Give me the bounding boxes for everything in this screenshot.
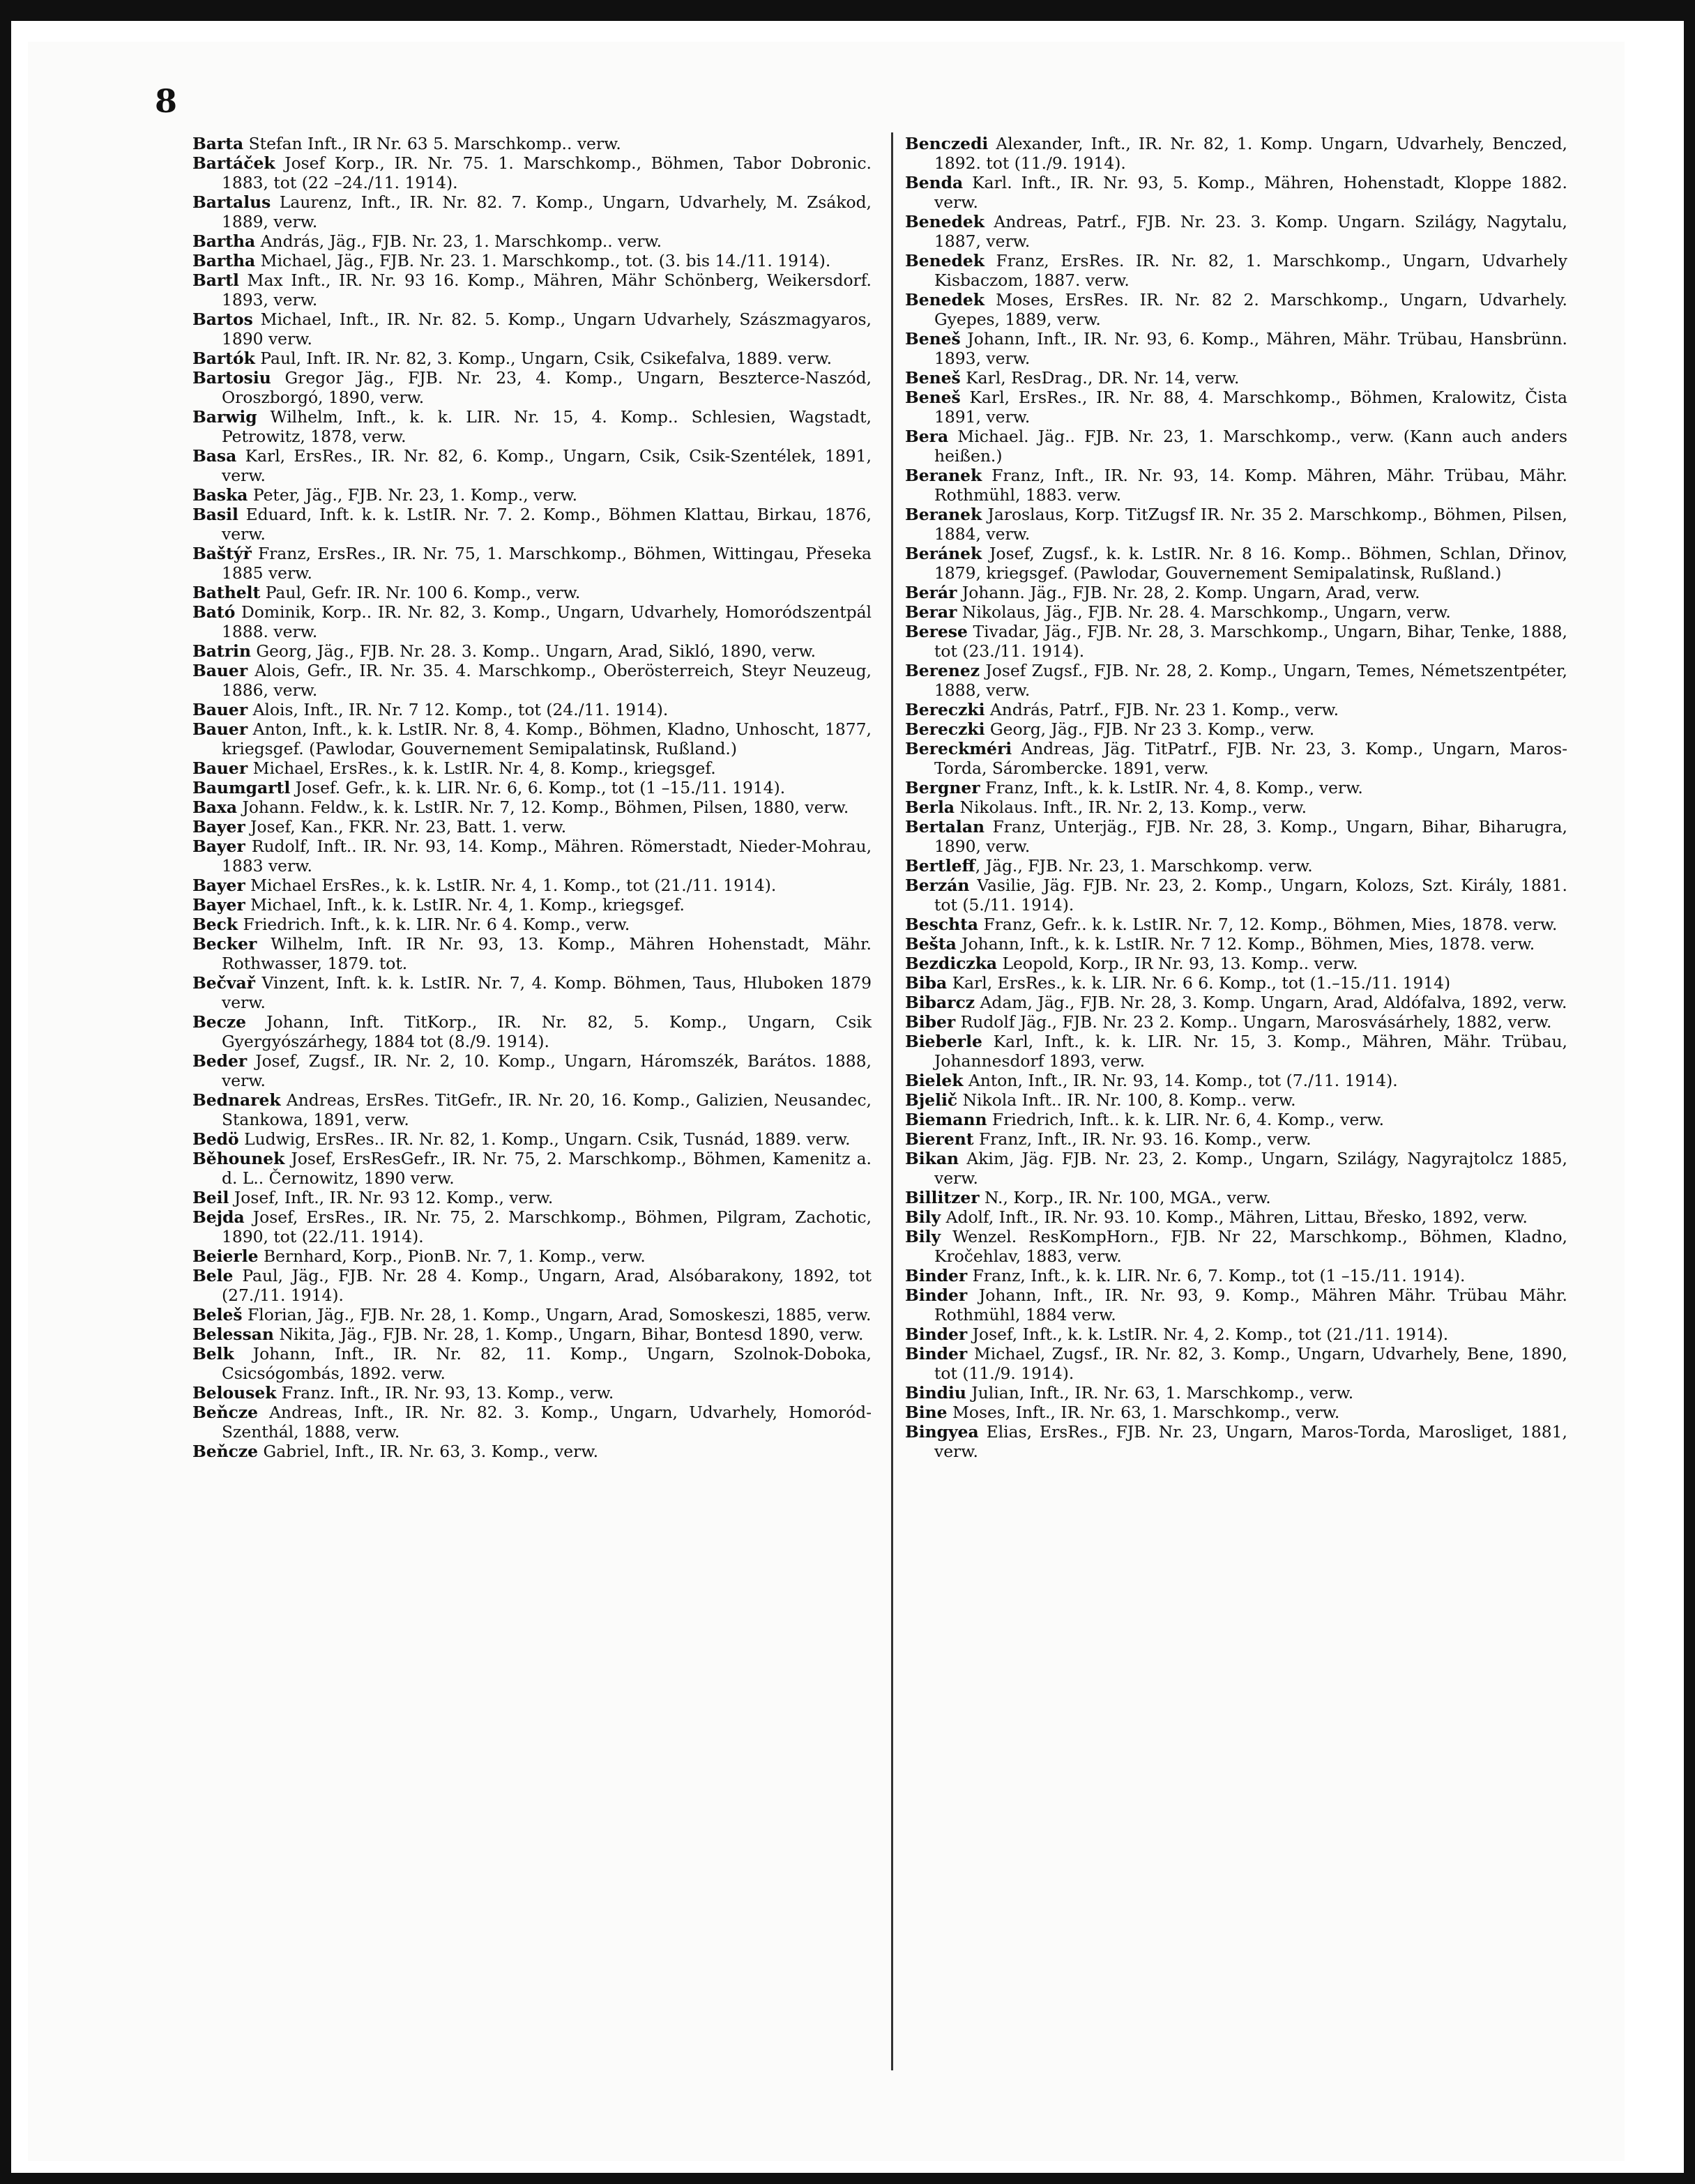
entry-surname: Bily [905,1227,941,1246]
entry-surname: Binder [905,1266,968,1285]
entry-details: Vinzent, Inft. k. k. LstIR. Nr. 7, 4. Komp. Böhmen, Taus, Hluboken 1879 verw. [222,973,872,1012]
list-entry [905,1090,1567,1110]
list-entry [905,817,1567,856]
entry-details: Franz. Inft., IR. Nr. 93, 13. Komp., verw. [276,1383,614,1403]
entry-details: Johann, Inft., k. k. LstIR. Nr. 7 12. Komp., Böhmen, Mies, 1878. verw. [956,934,1535,954]
entry-surname: Bartosiu [192,368,271,388]
list-entry [905,661,1567,700]
entry-surname: Bielek [905,1071,964,1090]
list-entry [905,934,1567,954]
entry-details: Michael, Inft., IR. Nr. 82. 5. Komp., Ungarn Udvarhely, Szászmagyaros, 1890 verw. [222,310,872,349]
entry-surname: Benedek [905,290,985,310]
entry-details: Karl, ErsRes., k. k. LIR. Nr. 6 6. Komp., tot (1.–15./11. 1914) [947,973,1451,993]
entry-details: Rudolf, Inft.. IR. Nr. 93, 14. Komp., Mähren. Römerstadt, Nieder-Mohrau, 1883 verw. [222,837,872,876]
entry-details: Michael ErsRes., k. k. LstIR. Nr. 4, 1. Komp., tot (21./11. 1914). [245,876,777,895]
entry-details: Karl, Inft., k. k. LIR. Nr. 15, 3. Komp., Mähren, Mähr. Trübau, Johannesdorf 1893, verw. [934,1032,1567,1071]
entry-surname: Bergner [905,778,980,797]
entry-details: Nikola Inft.. IR. Nr. 100, 8. Komp.. verw. [957,1090,1296,1110]
entry-details: Wenzel. ResKompHorn., FJB. Nr 22, Marschkomp., Böhmen, Kladno, Kročehlav, 1883, verw. [934,1227,1567,1266]
entry-details: Dominik, Korp.. IR. Nr. 82, 3. Komp., Ungarn, Udvarhely, Homoródszentpál 1888. verw. [222,602,872,641]
entry-details: Franz, Gefr.. k. k. LstIR. Nr. 7, 12. Komp., Böhmen, Mies, 1878. verw. [978,915,1558,934]
list-entry [192,934,872,973]
entry-surname: Billitzer [905,1188,980,1207]
list-entry [192,602,872,641]
list-entry [905,915,1567,934]
right-column [905,134,1567,1461]
entry-surname: Bereckméri [905,739,1012,758]
entry-surname: Bedö [192,1129,239,1149]
entry-details: Leopold, Korp., IR Nr. 93, 13. Komp.. verw. [997,954,1358,973]
list-entry [192,1266,872,1305]
entry-details: Ludwig, ErsRes.. IR. Nr. 82, 1. Komp., Ungarn. Csik, Tusnád, 1889. verw. [238,1129,851,1149]
entry-details: Andreas, ErsRes. TitGefr., IR. Nr. 20, 16. Komp., Galizien, Neusandec, Stankowa, 1891, verw. [222,1090,872,1129]
entry-details: Michael, Inft., k. k. LstIR. Nr. 4, 1. Komp., kriegsgef. [245,895,685,915]
list-entry [192,1051,872,1090]
entry-surname: Becze [192,1012,247,1032]
entry-surname: Bauer [192,719,248,739]
list-entry [905,797,1567,817]
entry-surname: Beranek [905,505,982,524]
entry-surname: Bató [192,602,236,622]
entry-surname: Bartha [192,231,256,251]
entry-surname: Berenez [905,661,980,680]
entry-details: Karl. Inft., IR. Nr. 93, 5. Komp., Mähren, Hohenstadt, Kloppe 1882. verw. [934,173,1567,212]
entry-details: Eduard, Inft. k. k. LstIR. Nr. 7. 2. Komp., Böhmen Klattau, Birkau, 1876, verw. [222,505,872,544]
entry-surname: Bibarcz [905,993,975,1012]
list-entry [192,368,872,407]
entry-details: Jaroslaus, Korp. TitZugsf IR. Nr. 35 2. Marschkomp., Böhmen, Pilsen, 1884, verw. [934,505,1567,544]
entry-details: Josef, Inft., IR. Nr. 93 12. Komp., verw. [229,1188,554,1207]
list-entry [192,134,872,153]
list-entry [905,329,1567,368]
entry-details: Wilhelm, Inft. IR Nr. 93, 13. Komp., Mähren Hohenstadt, Mähr. Rothwasser, 1879. tot. [222,934,872,973]
entry-details: Max Inft., IR. Nr. 93 16. Komp., Mähren, Mähr Schönberg, Weikersdorf. 1893, verw. [222,270,872,310]
entry-surname: Beleš [192,1305,243,1324]
entry-surname: Belousek [192,1383,277,1403]
list-entry [192,485,872,505]
entry-details: Alexander, Inft., IR. Nr. 82, 1. Komp. Ungarn, Udvarhely, Benczed, 1892. tot (11./9. 1914). [934,134,1567,173]
entry-details: Nikolaus, Jäg., FJB. Nr. 28. 4. Marschkomp., Ungarn, verw. [957,602,1451,622]
list-entry [192,719,872,758]
entry-surname: Bayer [192,876,245,895]
entry-surname: Beňcze [192,1403,259,1422]
entry-details: Franz, ErsRes., IR. Nr. 75, 1. Marschkomp., Böhmen, Wittingau, Přeseka 1885 verw. [222,544,872,583]
list-entry [192,1012,872,1051]
list-entry [905,876,1567,915]
list-entry [192,817,872,837]
list-entry [192,758,872,778]
entry-details: Peter, Jäg., FJB. Nr. 23, 1. Komp., verw. [248,485,578,505]
entry-surname: Binder [905,1324,968,1344]
entry-surname: Bartók [192,349,255,368]
entry-details: , Jäg., FJB. Nr. 23, 1. Marschkomp. verw. [975,856,1313,876]
entry-details: Johann. Jäg., FJB. Nr. 28, 2. Komp. Ungarn, Arad, verw. [957,583,1420,602]
entry-surname: Baxa [192,797,238,817]
entry-surname: Becker [192,934,257,954]
entry-details: András, Patrf., FJB. Nr. 23 1. Komp., verw. [985,700,1339,719]
entry-surname: Baumgartl [192,778,291,797]
list-entry [905,1227,1567,1266]
list-entry [192,641,872,661]
list-entry [905,1188,1567,1207]
list-entry [192,583,872,602]
entry-surname: Bayer [192,837,245,856]
entry-details: Franz, Inft., IR. Nr. 93, 14. Komp. Mähren, Mähr. Trübau, Mähr. Rothmühl, 1883. verw. [934,466,1567,505]
list-entry [192,1383,872,1403]
entry-surname: Basil [192,505,238,524]
entry-details: Johann, Inft., IR. Nr. 93, 9. Komp., Mähren Mähr. Trübau Mähr. Rothmühl, 1884 verw. [934,1285,1567,1324]
entry-surname: Beder [192,1051,248,1071]
entry-surname: Běhounek [192,1149,285,1168]
list-entry [905,622,1567,661]
list-entry [192,1246,872,1266]
entry-details: Stefan Inft., IR Nr. 63 5. Marschkomp.. verw. [243,134,621,153]
entry-surname: Bauer [192,661,248,680]
entry-details: Florian, Jäg., FJB. Nr. 28, 1. Komp., Ungarn, Arad, Somoskeszi, 1885, verw. [242,1305,872,1324]
entry-details: Karl, ResDrag., DR. Nr. 14, verw. [960,368,1240,388]
entry-surname: Bele [192,1266,234,1285]
list-entry [192,973,872,1012]
list-entry [192,446,872,485]
entry-surname: Biemann [905,1110,987,1129]
entry-details: Josef. Gefr., k. k. LIR. Nr. 6, 6. Komp., tot (1 –15./11. 1914). [290,778,786,797]
list-entry [905,1383,1567,1403]
list-entry [905,739,1567,778]
list-entry [192,349,872,368]
entry-details: Gregor Jäg., FJB. Nr. 23, 4. Komp., Ungarn, Beszterce-Naszód, Oroszborgó, 1890, verw. [222,368,872,407]
entry-details: Johann, Inft., IR. Nr. 82, 11. Komp., Ungarn, Szolnok-Doboka, Csicsógombás, 1892. verw. [222,1344,872,1383]
entry-surname: Bartha [192,251,256,270]
list-entry [905,1324,1567,1344]
list-entry [905,1032,1567,1071]
entry-surname: Beschta [905,915,979,934]
list-entry [192,1442,872,1461]
entry-surname: Benda [905,173,964,192]
entry-surname: Biber [905,1012,956,1032]
list-entry [192,505,872,544]
entry-surname: Belessan [192,1324,274,1344]
entry-details: Josef Korp., IR. Nr. 75. 1. Marschkomp., Böhmen, Tabor Dobronic. 1883, tot (22 –24./11. 1914). [222,153,872,192]
list-entry [905,719,1567,739]
entry-surname: Bjelič [905,1090,958,1110]
entry-details: Nikita, Jäg., FJB. Nr. 28, 1. Komp., Ungarn, Bihar, Bontesd 1890, verw. [273,1324,864,1344]
entry-details: Paul, Jäg., FJB. Nr. 28 4. Komp., Ungarn, Arad, Alsóbarakony, 1892, tot (27./11. 1914). [222,1266,872,1305]
entry-surname: Bertleff [905,856,975,876]
entry-surname: Bezdiczka [905,954,998,973]
entry-details: Anton, Inft., k. k. LstIR. Nr. 8, 4. Komp., Böhmen, Kladno, Unhoscht, 1877, kriegsgef. (Pawlodar, Gouvernement Semipalatinsk, Rußland.) [222,719,872,758]
entry-details: Andreas, Patrf., FJB. Nr. 23. 3. Komp. Ungarn. Szilágy, Nagytalu, 1887, verw. [934,212,1567,251]
entry-surname: Bartos [192,310,253,329]
entry-details: Rudolf Jäg., FJB. Nr. 23 2. Komp.. Ungarn, Marosvásárhely, 1882, verw. [955,1012,1552,1032]
list-entry [192,231,872,251]
entry-details: Michael, ErsRes., k. k. LstIR. Nr. 4, 8. Komp., kriegsgef. [248,758,716,778]
entry-surname: Berzán [905,876,970,895]
entry-details: Johann, Inft., IR. Nr. 93, 6. Komp., Mähren, Mähr. Trübau, Hansbrünn. 1893, verw. [934,329,1567,368]
list-entry [192,1090,872,1129]
entry-surname: Bečvař [192,973,255,993]
entry-details: András, Jäg., FJB. Nr. 23, 1. Marschkomp.. verw. [255,231,662,251]
list-entry [192,915,872,934]
entry-details: Michael, Jäg., FJB. Nr. 23. 1. Marschkomp., tot. (3. bis 14./11. 1914). [255,251,831,270]
entry-details: Josef, Kan., FKR. Nr. 23, Batt. 1. verw. [245,817,567,837]
entry-details: Julian, Inft., IR. Nr. 63, 1. Marschkomp., verw. [966,1383,1354,1403]
entry-details: Josef, Zugsf., k. k. LstIR. Nr. 8 16. Komp.. Böhmen, Schlan, Dřinov, 1879, kriegsgef. (Pawlodar, Gouvernement Semipalatinsk, Rußland.) [934,544,1567,583]
list-entry [905,602,1567,622]
entry-surname: Bine [905,1403,948,1422]
entry-surname: Berár [905,583,957,602]
entry-details: Friedrich. Inft., k. k. LIR. Nr. 6 4. Komp., verw. [238,915,630,934]
entry-details: Paul, Inft. IR. Nr. 82, 3. Komp., Ungarn, Csik, Csikefalva, 1889. verw. [254,349,833,368]
list-entry [905,1110,1567,1129]
entry-surname: Batrin [192,641,251,661]
list-entry [905,173,1567,212]
entry-surname: Bartl [192,270,239,290]
entry-details: Georg, Jäg., FJB. Nr. 28. 3. Komp.. Ungarn, Arad, Sikló, 1890, verw. [250,641,816,661]
list-entry [192,1324,872,1344]
entry-details: Moses, Inft., IR. Nr. 63, 1. Marschkomp., verw. [947,1403,1340,1422]
list-entry [192,192,872,231]
entry-details: Michael. Jäg.. FJB. Nr. 23, 1. Marschkomp., verw. (Kann auch anders heißen.) [934,427,1567,466]
list-entry [905,1344,1567,1383]
list-entry [905,290,1567,329]
entry-details: Bernhard, Korp., PionB. Nr. 7, 1. Komp., verw. [258,1246,646,1266]
entry-surname: Beneš [905,329,961,349]
entry-surname: Binder [905,1344,968,1364]
entry-surname: Beňcze [192,1442,259,1461]
entry-details: Franz, Inft., k. k. LIR. Nr. 6, 7. Komp., tot (1 –15./11. 1914). [967,1266,1466,1285]
entry-details: Akim, Jäg. FJB. Nr. 23, 2. Komp., Ungarn, Szilágy, Nagyrajtolcz 1885, verw. [934,1149,1567,1188]
entry-surname: Berar [905,602,957,622]
entry-surname: Barta [192,134,244,153]
entry-surname: Berla [905,797,955,817]
entry-surname: Biba [905,973,948,993]
entry-details: Johann. Feldw., k. k. LstIR. Nr. 7, 12. Komp., Böhmen, Pilsen, 1880, verw. [237,797,849,817]
entry-details: Anton, Inft., IR. Nr. 93, 14. Komp., tot (7./11. 1914). [963,1071,1398,1090]
entry-details: Franz, Inft., IR. Nr. 93. 16. Komp., verw. [973,1129,1312,1149]
entry-details: Josef, Inft., k. k. LstIR. Nr. 4, 2. Komp., tot (21./11. 1914). [967,1324,1449,1344]
list-entry [905,700,1567,719]
entry-surname: Bayer [192,895,245,915]
list-entry [192,1403,872,1442]
entry-details: Gabriel, Inft., IR. Nr. 63, 3. Komp., verw. [258,1442,599,1461]
list-entry [905,1207,1567,1227]
entry-surname: Bayer [192,817,245,837]
list-entry [905,1129,1567,1149]
entry-surname: Beranek [905,466,982,485]
entry-details: Friedrich, Inft.. k. k. LIR. Nr. 6, 4. Komp., verw. [987,1110,1385,1129]
list-entry [905,1012,1567,1032]
entry-details: Johann, Inft. TitKorp., IR. Nr. 82, 5. Komp., Ungarn, Csik Gyergyószárhegy, 1884 tot (8./9. 1914). [222,1012,872,1051]
list-entry [905,466,1567,505]
entry-details: Wilhelm, Inft., k. k. LIR. Nr. 15, 4. Komp.. Schlesien, Wagstadt, Petrowitz, 1878, verw. [222,407,872,446]
list-entry [905,778,1567,797]
column-divider [891,132,893,2070]
entry-surname: Bartáček [192,153,275,173]
entry-details: Tivadar, Jäg., FJB. Nr. 28, 3. Marschkomp., Ungarn, Bihar, Tenke, 1888, tot (23./11. 1914). [934,622,1567,661]
entry-surname: Bartalus [192,192,271,212]
list-entry [192,153,872,192]
entry-details: Nikolaus. Inft., IR. Nr. 2, 13. Komp., verw. [955,797,1307,817]
list-entry [192,310,872,349]
list-entry [905,954,1567,973]
list-entry [905,856,1567,876]
entry-surname: Bingyea [905,1422,979,1442]
list-entry [905,427,1567,466]
list-entry [905,1285,1567,1324]
entry-surname: Bejda [192,1207,245,1227]
entry-details: Paul, Gefr. IR. Nr. 100 6. Komp., verw. [260,583,581,602]
entry-surname: Bereczki [905,700,985,719]
list-entry [905,212,1567,251]
list-entry [905,1403,1567,1422]
list-entry [905,993,1567,1012]
list-entry [192,1305,872,1324]
entry-surname: Beneš [905,368,961,388]
entry-details: Alois, Gefr., IR. Nr. 35. 4. Marschkomp., Oberösterreich, Steyr Neuzeug, 1886, verw. [222,661,872,700]
list-entry [192,837,872,876]
page-number: 8 [155,82,178,120]
entry-details: Laurenz, Inft., IR. Nr. 82. 7. Komp., Ungarn, Udvarhely, M. Zsákod, 1889, verw. [222,192,872,231]
list-entry [192,1129,872,1149]
entry-surname: Baska [192,485,248,505]
list-entry [192,270,872,310]
list-entry [192,251,872,270]
list-entry [905,583,1567,602]
entry-surname: Bauer [192,700,248,719]
entry-details: Andreas, Inft., IR. Nr. 82. 3. Komp., Ungarn, Udvarhely, Homoród-Szenthál, 1888, verw. [222,1403,872,1442]
entry-surname: Beneš [905,388,961,407]
entry-surname: Bieberle [905,1032,982,1051]
list-entry [192,797,872,817]
entry-surname: Beck [192,915,238,934]
list-entry [905,973,1567,993]
entry-details: Josef, Zugsf., IR. Nr. 2, 10. Komp., Ungarn, Háromszék, Barátos. 1888, verw. [222,1051,872,1090]
list-entry [905,1266,1567,1285]
entry-surname: Benedek [905,251,985,270]
entry-details: N., Korp., IR. Nr. 100, MGA., verw. [979,1188,1271,1207]
entry-surname: Baštýř [192,544,252,563]
list-entry [192,1344,872,1383]
entry-details: Vasilie, Jäg. FJB. Nr. 23, 2. Komp., Ungarn, Kolozs, Szt. Király, 1881. tot (5./11. 1914). [934,876,1567,915]
list-entry [192,661,872,700]
entry-details: Andreas, Jäg. TitPatrf., FJB. Nr. 23, 3. Komp., Ungarn, Maros-Torda, Sárombercke. 1891, verw. [934,739,1567,778]
entry-surname: Belk [192,1344,234,1364]
entry-details: Georg, Jäg., FJB. Nr 23 3. Komp., verw. [985,719,1315,739]
list-entry [192,1188,872,1207]
entry-details: Elias, ErsRes., FJB. Nr. 23, Ungarn, Maros-Torda, Marosliget, 1881, verw. [934,1422,1567,1461]
entry-surname: Binder [905,1285,968,1305]
entry-surname: Barwig [192,407,257,427]
entry-surname: Benedek [905,212,985,231]
entry-details: Adam, Jäg., FJB. Nr. 28, 3. Komp. Ungarn, Arad, Aldófalva, 1892, verw. [975,993,1567,1012]
left-column [192,134,872,1461]
entry-details: Moses, ErsRes. IR. Nr. 82 2. Marschkomp., Ungarn, Udvarhely. Gyepes, 1889, verw. [934,290,1567,329]
entry-surname: Basa [192,446,237,466]
entry-details: Josef Zugsf., FJB. Nr. 28, 2. Komp., Ungarn, Temes, Németszentpéter, 1888, verw. [934,661,1567,700]
list-entry [905,544,1567,583]
list-entry [192,1207,872,1246]
entry-details: Josef, ErsResGefr., IR. Nr. 75, 2. Marschkomp., Böhmen, Kamenitz a. d. L.. Černowitz, 1890 verw. [222,1149,872,1188]
entry-surname: Bertalan [905,817,985,837]
entry-surname: Bera [905,427,949,446]
list-entry [192,700,872,719]
list-entry [905,505,1567,544]
list-entry [192,876,872,895]
entry-surname: Bathelt [192,583,261,602]
entry-details: Josef, ErsRes., IR. Nr. 75, 2. Marschkomp., Böhmen, Pilgram, Zachotic, 1890, tot (22./11. 1914). [222,1207,872,1246]
list-entry [192,544,872,583]
list-entry [905,1071,1567,1090]
entry-surname: Bauer [192,758,248,778]
entry-surname: Bily [905,1207,941,1227]
list-entry [192,895,872,915]
entry-surname: Beierle [192,1246,259,1266]
entry-details: Karl, ErsRes., IR. Nr. 88, 4. Marschkomp., Böhmen, Kralowitz, Čista 1891, verw. [934,388,1567,427]
entry-surname: Bednarek [192,1090,281,1110]
entry-details: Karl, ErsRes., IR. Nr. 82, 6. Komp., Ungarn, Csik, Csik-Szentélek, 1891, verw. [222,446,872,485]
list-entry [905,1422,1567,1461]
list-entry [192,778,872,797]
entry-surname: Berese [905,622,968,641]
entry-details: Franz, Inft., k. k. LstIR. Nr. 4, 8. Komp., verw. [980,778,1363,797]
entry-surname: Beránek [905,544,982,563]
entry-details: Michael, Zugsf., IR. Nr. 82, 3. Komp., Ungarn, Udvarhely, Bene, 1890, tot (11./9. 1914). [934,1344,1567,1383]
entry-details: Franz, Unterjäg., FJB. Nr. 28, 3. Komp., Ungarn, Bihar, Biharugra, 1890, verw. [934,817,1567,856]
list-entry [905,134,1567,173]
entry-surname: Bierent [905,1129,974,1149]
entry-surname: Bikan [905,1149,959,1168]
list-entry [192,1149,872,1188]
entry-surname: Bindiu [905,1383,966,1403]
list-entry [905,368,1567,388]
entry-surname: Benczedi [905,134,989,153]
list-entry [905,251,1567,290]
entry-surname: Beil [192,1188,229,1207]
list-entry [905,1149,1567,1188]
entry-surname: Bereczki [905,719,985,739]
entry-details: Adolf, Inft., IR. Nr. 93. 10. Komp., Mähren, Littau, Břesko, 1892, verw. [941,1207,1528,1227]
entry-details: Franz, ErsRes. IR. Nr. 82, 1. Marschkomp., Ungarn, Udvarhely Kisbaczom, 1887. verw. [934,251,1567,290]
entry-details: Alois, Inft., IR. Nr. 7 12. Komp., tot (24./11. 1914). [248,700,669,719]
list-entry [905,388,1567,427]
entry-surname: Bešta [905,934,957,954]
list-entry [192,407,872,446]
